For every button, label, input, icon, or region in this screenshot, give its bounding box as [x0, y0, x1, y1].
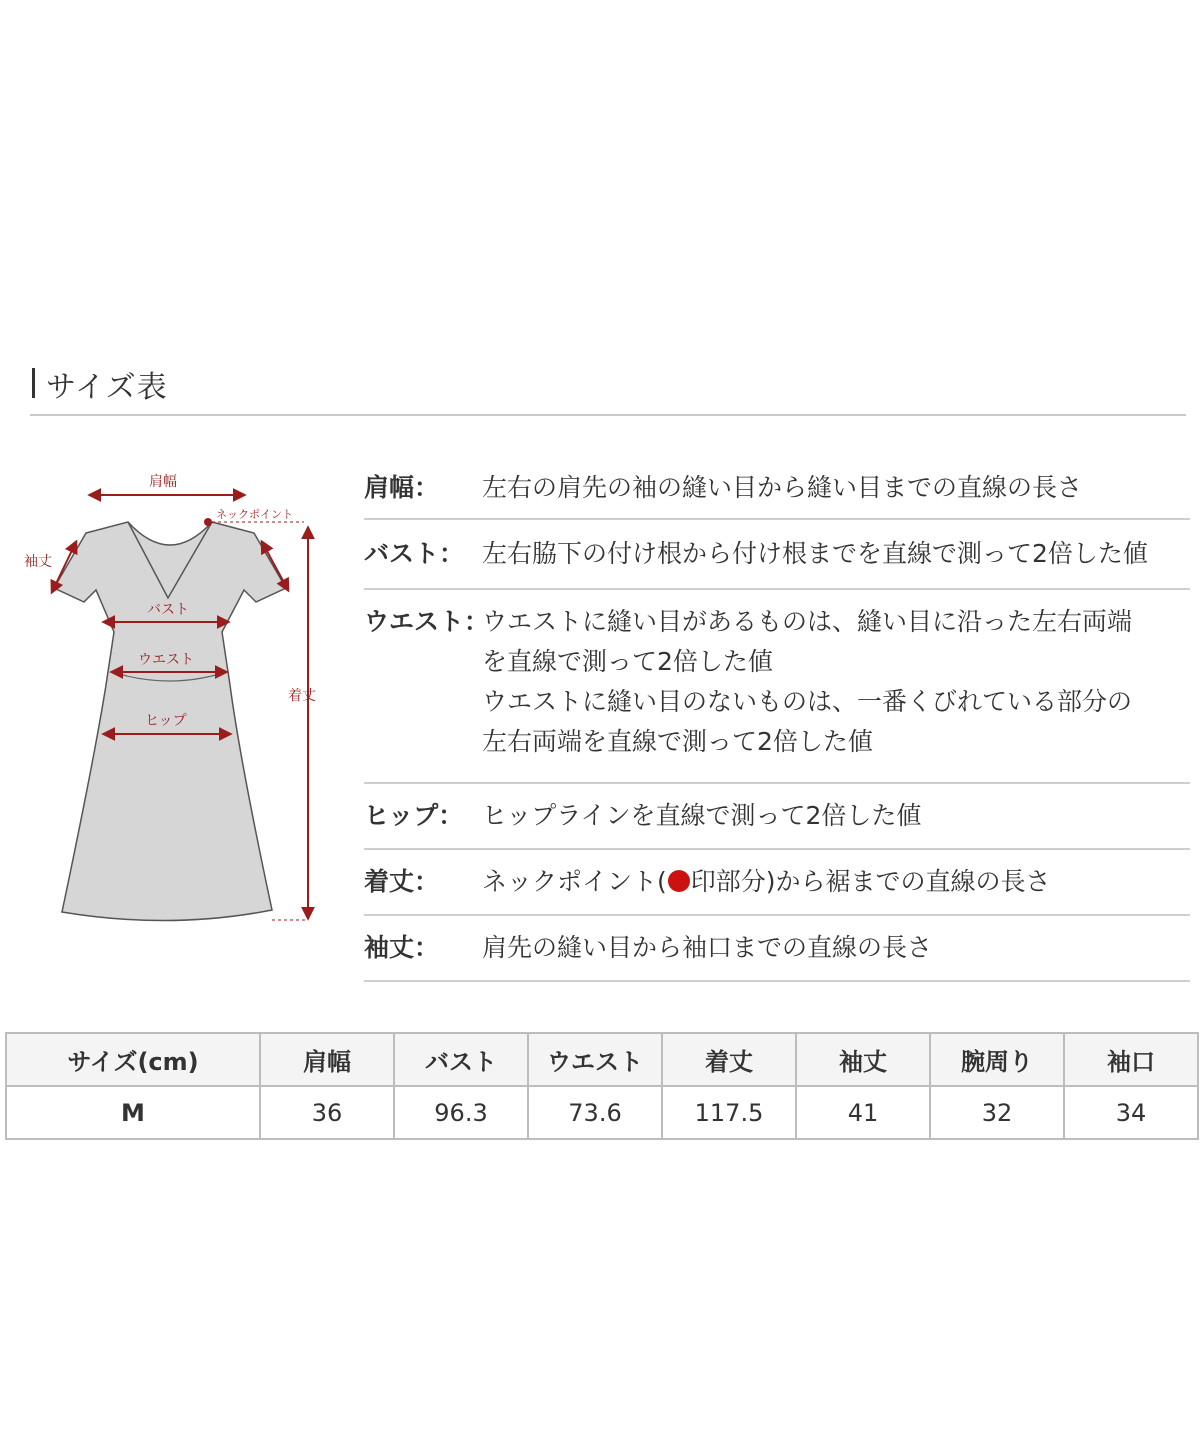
definition-desc-before: ネックポイント(	[482, 867, 667, 896]
definition-line: を直線で測って2倍した値	[482, 647, 773, 676]
diagram-label-shoulder: 肩幅	[149, 474, 177, 490]
definition-term: ヒップ：	[364, 801, 464, 830]
red-dot-icon	[668, 870, 690, 892]
definition-term: バスト：	[364, 539, 465, 568]
diagram-label-hip: ヒップ	[145, 713, 187, 729]
dress-measurement-diagram	[0, 460, 340, 940]
table-cell: 117.5	[662, 1086, 796, 1139]
definition-desc: 左右の肩先の袖の縫い目から縫い目までの直線の長さ	[482, 473, 1083, 502]
definition-hip	[364, 784, 1190, 850]
column-header: サイズ(cm)	[6, 1033, 260, 1086]
definition-desc	[482, 602, 1190, 782]
definition-sleeve	[364, 916, 1190, 982]
table-cell: 73.6	[528, 1086, 662, 1139]
definition-length	[364, 850, 1190, 916]
table-cell: 34	[1064, 1086, 1198, 1139]
page-title: サイズ表	[46, 370, 168, 405]
dress-diagram-svg	[0, 460, 340, 940]
neck-point-dot	[204, 518, 212, 526]
heading-accent-bar	[32, 368, 35, 398]
diagram-label-bust: バスト	[147, 602, 189, 618]
definition-line: 左右両端を直線で測って2倍した値	[482, 727, 873, 756]
table-row	[6, 1086, 1198, 1139]
table-cell: 41	[796, 1086, 930, 1139]
definition-term: 袖丈：	[364, 933, 440, 962]
definition-desc	[482, 862, 1190, 914]
column-header: バスト	[394, 1033, 528, 1086]
column-header: 袖口	[1064, 1033, 1198, 1086]
table-header-row	[6, 1033, 1198, 1086]
table-cell: 96.3	[394, 1086, 528, 1139]
table-cell: 32	[930, 1086, 1064, 1139]
definition-line: ウエストに縫い目があるものは、縫い目に沿った左右両端	[482, 607, 1133, 636]
definition-line: ウエストに縫い目のないものは、一番くびれている部分の	[482, 687, 1133, 716]
diagram-label-length: 着丈	[288, 688, 316, 704]
table-cell: 36	[260, 1086, 394, 1139]
section-heading	[30, 360, 1186, 416]
column-header: 着丈	[662, 1033, 796, 1086]
diagram-label-sleeve: 袖丈	[24, 554, 52, 570]
column-header: ウエスト	[528, 1033, 662, 1086]
size-table	[5, 1032, 1199, 1140]
definition-desc: 肩先の縫い目から袖口までの直線の長さ	[482, 933, 933, 962]
definition-desc: 左右脇下の付け根から付け根までを直線で測って2倍した値	[482, 539, 1148, 568]
definition-bust	[364, 520, 1190, 590]
definition-desc-after: 印部分)から裾までの直線の長さ	[690, 867, 1051, 896]
definition-desc: ヒップラインを直線で測って2倍した値	[482, 801, 922, 830]
column-header: 袖丈	[796, 1033, 930, 1086]
definition-term: 肩幅：	[364, 473, 440, 502]
definition-term: 着丈：	[364, 867, 440, 896]
measurement-definitions	[364, 458, 1190, 982]
diagram-label-neck-point: ネックポイント	[216, 508, 293, 521]
column-header: 肩幅	[260, 1033, 394, 1086]
definition-waist	[364, 590, 1190, 784]
column-header: 腕周り	[930, 1033, 1064, 1086]
diagram-label-waist: ウエスト	[138, 652, 194, 668]
definition-shoulder	[364, 458, 1190, 520]
definition-term: ウエスト：	[364, 607, 490, 636]
table-cell-size: M	[6, 1086, 260, 1139]
